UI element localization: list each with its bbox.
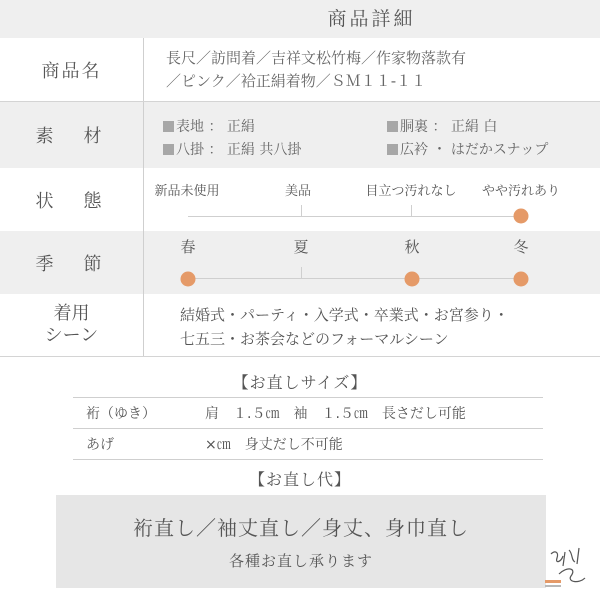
condition-label: 状 態 — [35, 190, 108, 212]
alteration-row-2-label: あげ — [86, 437, 114, 453]
alteration-cost-title: 【お直し代】 — [248, 470, 351, 489]
season-scale-line — [188, 278, 522, 279]
season-name: 夏 — [293, 238, 309, 256]
alteration-row-1-value: 肩 １.５㎝ 袖 １.５㎝ 長さだし可能 — [205, 406, 466, 422]
alteration-cost-box — [56, 495, 546, 588]
material-item: 胴裏 ： 正絹 白 — [387, 116, 497, 136]
condition-row — [0, 168, 600, 231]
signature-logo — [541, 544, 593, 594]
square-bullet-icon — [387, 144, 398, 155]
season-marker-winter — [514, 272, 529, 287]
alteration-cost-main: 裄直し／袖丈直し／身丈、身巾直し — [133, 516, 469, 540]
scene-row — [0, 294, 600, 356]
condition-level-label: 目立つ汚れなし — [365, 184, 457, 199]
product-name-label: 商品名 — [41, 61, 102, 82]
page-title: 商品詳細 — [327, 8, 416, 30]
scene-line-1: 結婚式・パーティ・入学式・卒業式・お宮参り・ — [180, 306, 509, 324]
material-row — [0, 102, 600, 168]
square-bullet-icon — [163, 121, 174, 132]
material-label: 素 材 — [35, 126, 108, 147]
divider — [143, 168, 144, 231]
product-name-row — [0, 38, 600, 102]
scale-tick — [301, 205, 302, 217]
alteration-line — [73, 428, 543, 429]
condition-selected-marker — [514, 209, 529, 224]
condition-level-label: 美品 — [284, 184, 312, 199]
divider — [143, 38, 144, 102]
season-label: 季 節 — [35, 253, 108, 275]
condition-scale-line — [188, 216, 522, 217]
condition-level-label: 新品未使用 — [154, 184, 220, 199]
alteration-size-title: 【お直しサイズ】 — [232, 373, 368, 392]
alteration-row-2-value: ×㎝ 身丈だし不可能 — [205, 437, 343, 453]
material-item: 八掛 ： 正絹 共八掛 — [163, 139, 301, 159]
header-bar — [0, 0, 600, 38]
season-name: 秋 — [404, 238, 420, 256]
product-name-value — [166, 47, 466, 93]
season-name: 冬 — [513, 238, 529, 256]
divider — [143, 102, 144, 168]
scene-value — [180, 303, 509, 351]
divider — [143, 231, 144, 294]
season-marker-spring — [181, 272, 196, 287]
alteration-row-1-label: 裄（ゆき） — [86, 406, 156, 422]
alteration-line — [73, 459, 543, 460]
alteration-line — [73, 397, 543, 398]
scale-tick — [411, 205, 412, 217]
alteration-cost-sub: 各種お直し承ります — [228, 552, 373, 570]
scene-label — [0, 294, 143, 356]
material-item: 表地 ： 正絹 — [163, 116, 255, 136]
scene-label-line-2: シーン — [44, 325, 99, 346]
season-row — [0, 231, 600, 294]
scene-line-2: 七五三・お茶会などのフォーマルシーン — [180, 330, 449, 348]
square-bullet-icon — [387, 121, 398, 132]
condition-level-label: やや汚れあり — [481, 184, 561, 199]
row-separator — [0, 356, 600, 357]
row-separator — [0, 101, 600, 102]
divider — [143, 294, 144, 356]
material-item: 広衿 ・ はだかスナップ — [387, 139, 548, 159]
scale-tick — [301, 267, 302, 279]
season-marker-autumn — [405, 272, 420, 287]
season-name: 春 — [180, 238, 196, 256]
scene-label-line-1: 着用 — [53, 303, 90, 324]
product-name-line-2: ／ピンク／袷正絹着物／ＳＭ１１-１１ — [166, 72, 427, 90]
product-name-line-1: 長尺／訪問着／吉祥文松竹梅／作家物落款有 — [166, 49, 467, 67]
square-bullet-icon — [163, 144, 174, 155]
